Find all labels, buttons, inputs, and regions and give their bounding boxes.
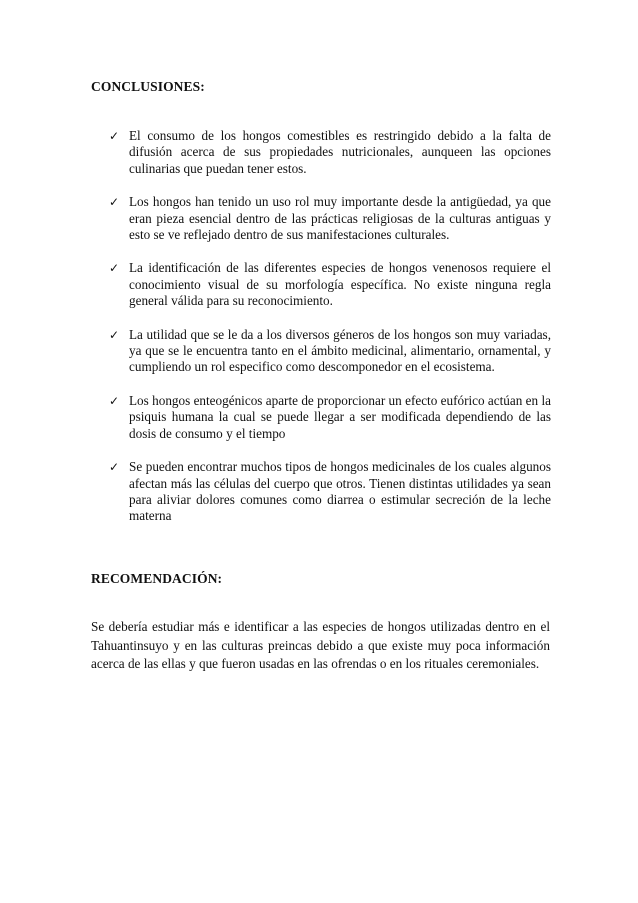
conclusion-text: Los hongos enteogénicos aparte de proporcionar un efecto eufórico actúan en la psiquis humana la cual se puede llegar a ser modificada dependiendo de las dosis de consumo y el tiempo <box>129 392 551 441</box>
checkmark-icon: ✓ <box>109 327 120 342</box>
list-item <box>91 327 551 376</box>
conclusion-text: Los hongos han tenido un uso rol muy importante desde la antigüedad, ya que eran pieza esencial dentro de las prácticas religiosas de la culturas antiguas y esto se ve reflejado dentro de sus manifestaciones culturales. <box>129 194 551 243</box>
conclusion-text: El consumo de los hongos comestibles es restringido debido a la falta de difusión acerca de sus propiedades nutricionales, aunqueen las opciones culinarias que puedan tener estos. <box>129 128 551 176</box>
checkmark-icon: ✓ <box>109 195 120 210</box>
list-item <box>91 393 551 442</box>
checkmark-icon: ✓ <box>109 393 120 408</box>
conclusion-text: La identificación de las diferentes especies de hongos venenosos requiere el conocimiento visual de su morfología específica. No existe ninguna regla general válida para su reconocimiento. <box>129 260 551 309</box>
list-item <box>91 459 551 525</box>
list-item <box>91 128 551 177</box>
conclusion-text: Se pueden encontrar muchos tipos de hongos medicinales de los cuales algunos afectan más las células del cuerpo que otros. Tienen distintas utilidades ya sean para aliviar dolores comunes como diarrea o estimular secreción de la leche materna <box>129 459 551 524</box>
conclusions-heading: CONCLUSIONES: <box>91 79 205 94</box>
recommendation-heading: RECOMENDACIÓN: <box>91 571 223 586</box>
list-item <box>91 260 551 309</box>
conclusions-list <box>91 128 551 542</box>
list-item <box>91 194 551 243</box>
checkmark-icon: ✓ <box>109 129 120 143</box>
recommendation-paragraph: Se debería estudiar más e identificar a las especies de hongos utilizadas dentro en el Tahuantinsuyo y en las culturas preincas debido a que existe muy poca información acerca de las ellas y que fueron usadas en las ofrendas o en los rituales ceremoniales. <box>91 619 550 672</box>
checkmark-icon: ✓ <box>109 460 120 475</box>
checkmark-icon: ✓ <box>109 261 120 276</box>
conclusion-text: La utilidad que se le da a los diversos géneros de los hongos son muy variadas, ya que se le encuentra tanto en el ámbito medicinal, alimentario, ornamental, y cumpliendo un rol especifico como descomponedor en el ecosistema. <box>129 326 551 375</box>
